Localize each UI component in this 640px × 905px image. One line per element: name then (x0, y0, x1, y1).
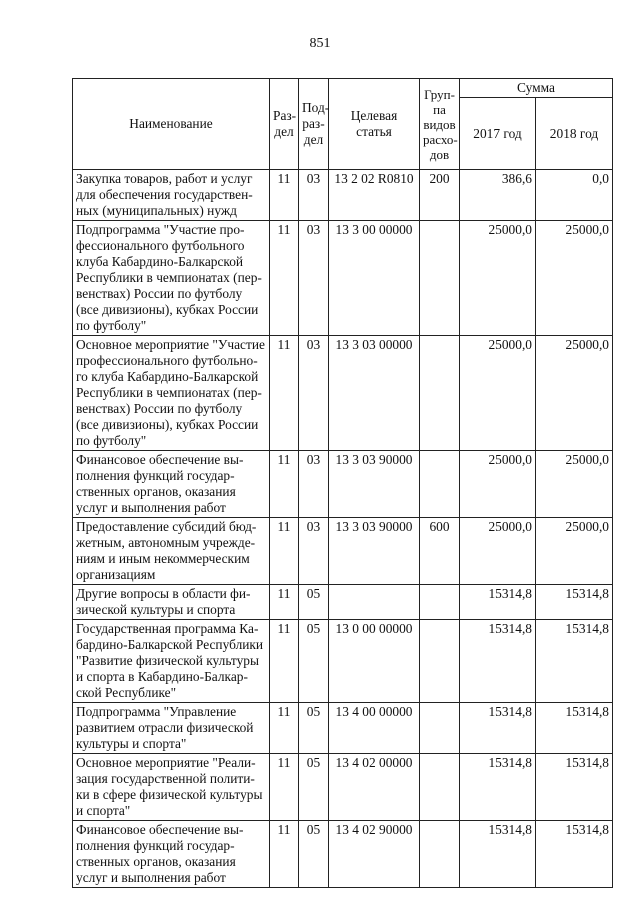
table-row (73, 620, 613, 703)
row-podrazdel: 03 (299, 518, 329, 585)
row-name: Закупка товаров, работ и услуг для обеспечения государствен- ных (муниципальных) нужд (73, 170, 270, 221)
row-name: Подпрограмма "Участие про- фессионального футбольного клуба Кабардино-Балкарской Республики в чемпионатах (пер- венствах) России по футболу (все дивизионы), кубках России по футболу" (73, 221, 270, 336)
page-number: 851 (309, 36, 331, 51)
row-tselevaya-statya: 13 3 00 00000 (329, 221, 420, 336)
row-name: Финансовое обеспечение вы- полнения функций государ- ственных органов, оказания услуг и выполнения работ (73, 451, 270, 518)
row-sum-2017: 25000,0 (460, 336, 536, 451)
row-sum-2018: 25000,0 (536, 221, 613, 336)
row-sum-2018: 15314,8 (536, 754, 613, 821)
row-tselevaya-statya: 13 4 00 00000 (329, 703, 420, 754)
row-sum-2018: 15314,8 (536, 821, 613, 888)
row-tselevaya-statya: 13 3 03 90000 (329, 518, 420, 585)
header-year-2017: 2017 год (460, 98, 536, 170)
row-gruppa-vidov (420, 754, 460, 821)
row-podrazdel: 05 (299, 620, 329, 703)
row-sum-2017: 25000,0 (460, 451, 536, 518)
row-name: Государственная программа Ка- бардино-Балкарской Республики "Развитие физической культуры и спорта в Кабардино-Балкар- ской Республике" (73, 620, 270, 703)
header-year-2018: 2018 год (536, 98, 613, 170)
header-name: Наименование (73, 79, 270, 170)
budget-table (72, 78, 613, 888)
table-header (73, 79, 613, 170)
row-podrazdel: 05 (299, 754, 329, 821)
row-gruppa-vidov (420, 451, 460, 518)
row-sum-2017: 386,6 (460, 170, 536, 221)
row-gruppa-vidov (420, 821, 460, 888)
row-name: Другие вопросы в области фи- зической культуры и спорта (73, 585, 270, 620)
row-sum-2018: 25000,0 (536, 451, 613, 518)
row-sum-2017: 15314,8 (460, 620, 536, 703)
header-podrazdel: Под- раз- дел (299, 79, 329, 170)
row-name: Основное мероприятие "Реали- зация государственной полити- ки в сфере физической культуры и спорта" (73, 754, 270, 821)
table-row (73, 585, 613, 620)
row-gruppa-vidov (420, 620, 460, 703)
row-podrazdel: 03 (299, 221, 329, 336)
row-podrazdel: 05 (299, 585, 329, 620)
row-podrazdel: 03 (299, 451, 329, 518)
table-body (73, 170, 613, 888)
row-sum-2018: 0,0 (536, 170, 613, 221)
row-name: Предоставление субсидий бюд- жетным, автономным учрежде- ниям и иным некоммерческим организациям (73, 518, 270, 585)
row-razdel: 11 (270, 585, 299, 620)
row-razdel: 11 (270, 754, 299, 821)
row-sum-2018: 15314,8 (536, 620, 613, 703)
header-summa: Сумма (460, 79, 613, 98)
row-razdel: 11 (270, 518, 299, 585)
row-gruppa-vidov (420, 585, 460, 620)
row-sum-2018: 25000,0 (536, 336, 613, 451)
header-razdel: Раз- дел (270, 79, 299, 170)
table-row (73, 451, 613, 518)
row-sum-2018: 25000,0 (536, 518, 613, 585)
row-tselevaya-statya: 13 2 02 R0810 (329, 170, 420, 221)
row-sum-2018: 15314,8 (536, 585, 613, 620)
row-razdel: 11 (270, 620, 299, 703)
row-podrazdel: 05 (299, 821, 329, 888)
row-sum-2017: 15314,8 (460, 585, 536, 620)
row-razdel: 11 (270, 451, 299, 518)
table-row (73, 336, 613, 451)
row-sum-2017: 25000,0 (460, 221, 536, 336)
table-row (73, 221, 613, 336)
row-tselevaya-statya (329, 585, 420, 620)
table-row (73, 754, 613, 821)
row-sum-2017: 15314,8 (460, 703, 536, 754)
row-podrazdel: 05 (299, 703, 329, 754)
row-tselevaya-statya: 13 3 03 00000 (329, 336, 420, 451)
row-sum-2017: 25000,0 (460, 518, 536, 585)
table-row (73, 170, 613, 221)
row-name: Финансовое обеспечение вы- полнения функций государ- ственных органов, оказания услуг и выполнения работ (73, 821, 270, 888)
table-row (73, 703, 613, 754)
table-row (73, 821, 613, 888)
row-tselevaya-statya: 13 4 02 90000 (329, 821, 420, 888)
row-gruppa-vidov (420, 221, 460, 336)
row-gruppa-vidov (420, 703, 460, 754)
row-tselevaya-statya: 13 4 02 00000 (329, 754, 420, 821)
row-tselevaya-statya: 13 3 03 90000 (329, 451, 420, 518)
header-tselevaya-statya: Целевая статья (329, 79, 420, 170)
row-sum-2018: 15314,8 (536, 703, 613, 754)
row-name: Подпрограмма "Управление развитием отрасли физической культуры и спорта" (73, 703, 270, 754)
row-razdel: 11 (270, 703, 299, 754)
header-gruppa-vidov: Груп- па видов расхо- дов (420, 79, 460, 170)
row-razdel: 11 (270, 170, 299, 221)
row-gruppa-vidov (420, 336, 460, 451)
table-row (73, 518, 613, 585)
row-razdel: 11 (270, 336, 299, 451)
row-podrazdel: 03 (299, 336, 329, 451)
row-sum-2017: 15314,8 (460, 821, 536, 888)
row-gruppa-vidov: 600 (420, 518, 460, 585)
row-razdel: 11 (270, 221, 299, 336)
row-gruppa-vidov: 200 (420, 170, 460, 221)
row-sum-2017: 15314,8 (460, 754, 536, 821)
row-razdel: 11 (270, 821, 299, 888)
row-name: Основное мероприятие "Участие профессионального футбольно- го клуба Кабардино-Балкарской Республики в чемпионатах (пер- венствах) России по футболу (все дивизионы), кубках России по футболу" (73, 336, 270, 451)
row-podrazdel: 03 (299, 170, 329, 221)
row-tselevaya-statya: 13 0 00 00000 (329, 620, 420, 703)
